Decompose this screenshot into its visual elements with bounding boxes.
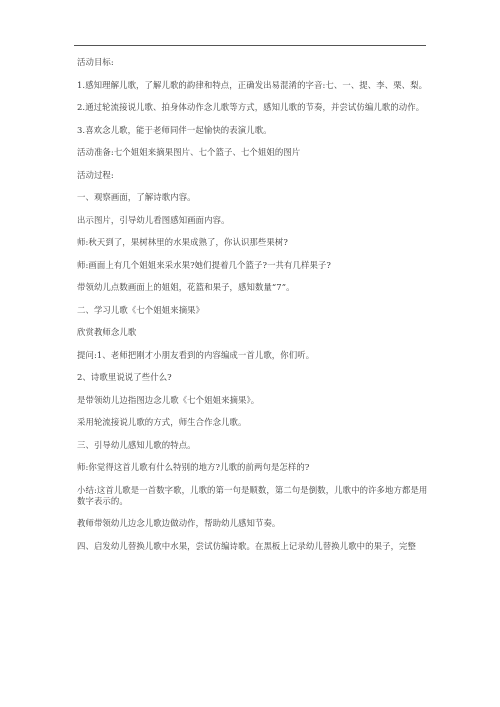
section-heading-goals: 活动目标:: [77, 57, 114, 67]
goal-item-1: 1.感知理解儿歌，了解儿歌的韵律和特点，正确发出易混淆的字音:七、一、提、李、栗、梨。: [77, 79, 428, 90]
paragraph: 师:你觉得这首儿歌有什么特别的地方?儿歌的前两句是怎样的?: [77, 462, 310, 472]
paragraph: 2、诗歌里说说了些什么?: [77, 372, 172, 382]
paragraph: 是带领幼儿边指图边念儿歌《七个姐姐来摘果》。: [77, 394, 260, 405]
step-heading-1: 一、观察画面，了解诗歌内容。: [77, 192, 196, 202]
paragraph: 带领幼儿点数画面上的姐姐，花篮和果子，感知数量“7”。: [77, 282, 295, 292]
preparation-text: 活动准备:七个姐姐来摘果图片、七个篮子、七个姐姐的图片: [77, 147, 301, 157]
paragraph: 提问:1、老师把刚才小朋友看到的内容编成一首儿歌，你们听。: [77, 349, 315, 360]
paragraph: 师:秋天到了，果树林里的水果成熟了，你认识那些果树?: [77, 237, 288, 247]
summary-paragraph: 小结:这首儿歌是一首数字歌，儿歌的第一句是顺数，第二句是倒数，儿歌中的许多地方都是用数字表示的。: [77, 484, 428, 506]
step-heading-2: 二、学习儿歌《七个姐姐来摘果》: [77, 304, 205, 315]
goal-item-2: 2.通过轮流接说儿歌、拍身体动作念儿歌等方式，感知儿歌的节奏，并尝试仿编儿歌的动作。: [77, 102, 425, 112]
paragraph: 教师带领幼儿边念儿歌边做动作，帮助幼儿感知节奏。: [77, 518, 281, 528]
goal-item-3: 3.喜欢念儿歌，能于老师同伴一起愉快的表演儿歌。: [77, 124, 272, 135]
paragraph: 采用轮流接说儿歌的方式，师生合作念儿歌。: [77, 417, 247, 427]
header-rule: [74, 45, 426, 46]
paragraph: 师:画面上有几个姐姐来采水果?她们提着几个篮子?一共有几样果子?: [77, 259, 331, 270]
paragraph: 出示图片，引导幼儿看图感知画面内容。: [77, 214, 230, 225]
step-heading-3: 三、引导幼儿感知儿歌的特点。: [77, 439, 196, 450]
paragraph: 欣赏教师念儿歌: [77, 327, 137, 337]
step-heading-4: 四、启发幼儿替换儿歌中水果，尝试仿编诗歌。在黑板上记录幼儿替换儿歌中的果子，完整: [77, 540, 416, 551]
document-body: [77, 57, 432, 563]
section-heading-process: 活动过程:: [77, 169, 114, 180]
